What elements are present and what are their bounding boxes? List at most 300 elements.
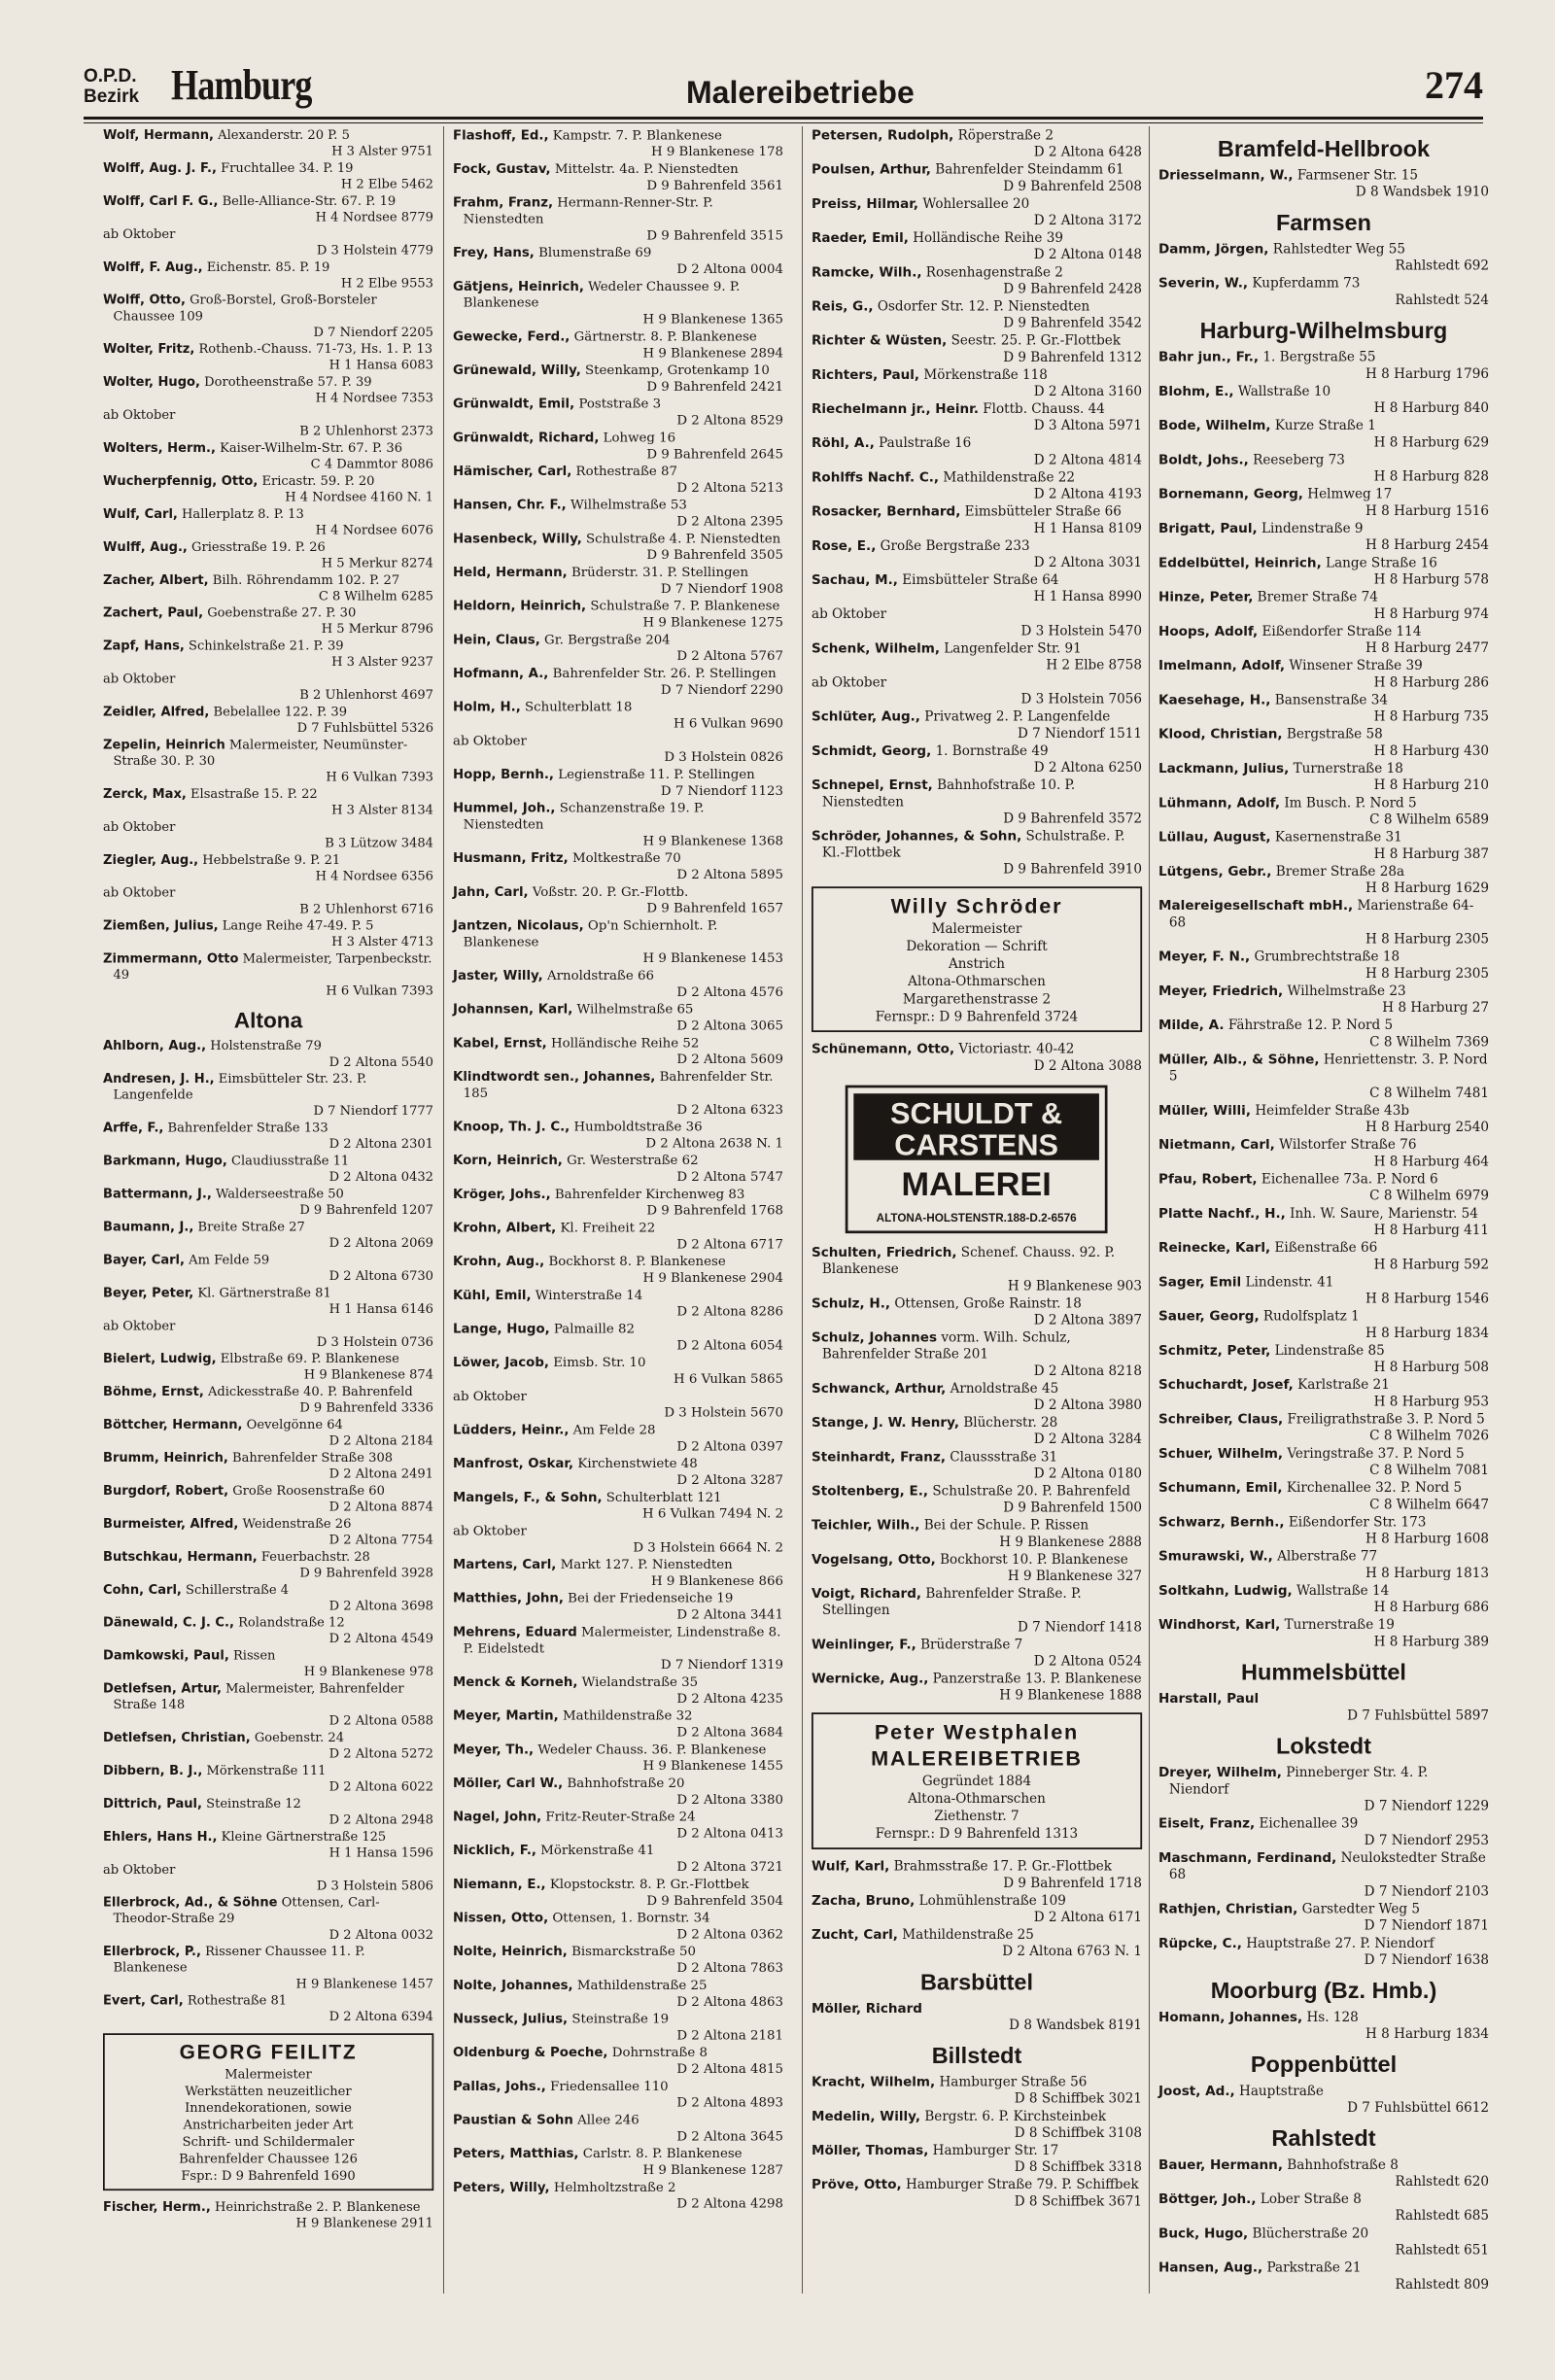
entry-name: Eddelbüttel, Heinrich, bbox=[1158, 554, 1322, 570]
list-item bbox=[453, 2179, 783, 2212]
list-item bbox=[453, 800, 783, 849]
entry-phone: H 8 Harburg 629 bbox=[1373, 433, 1489, 450]
list-item bbox=[103, 1038, 433, 1070]
entry-name: Wolff, Otto, bbox=[103, 292, 186, 308]
list-item bbox=[103, 259, 433, 292]
entry-name: Lüdders, Heinr., bbox=[453, 1422, 570, 1438]
list-item bbox=[453, 1321, 783, 1354]
entry-phone: C 8 Wilhelm 7081 bbox=[1369, 1462, 1489, 1478]
entry-name: Beyer, Peter, bbox=[103, 1285, 194, 1300]
entry-phone: B 2 Uhlenhorst 4697 bbox=[299, 686, 433, 703]
entry-phone: D 2 Altona 2948 bbox=[328, 1811, 433, 1827]
entry-address: Bilh. Röhrendamm 102. P. 27 bbox=[212, 571, 400, 588]
entry-phone: H 1 Hansa 1596 bbox=[328, 1845, 433, 1860]
entry-name: Mehrens, Eduard bbox=[453, 1623, 577, 1639]
entry-address: Osdorfer Str. 12. P. Nienstedten bbox=[877, 297, 1090, 315]
entry-phone: D 2 Altona 2395 bbox=[676, 513, 783, 530]
list-item bbox=[812, 366, 1142, 399]
entry-phone: D 3 Holstein 4779 bbox=[316, 242, 433, 258]
entry-address: Karlstraße 21 bbox=[1297, 1376, 1390, 1393]
entry-address: Turnerstraße 18 bbox=[1293, 760, 1403, 776]
entry-phone: D 2 Altona 0362 bbox=[676, 1925, 783, 1942]
entry-address: Malermeister, Lindenstraße 8. P. Eidelstedt bbox=[463, 1623, 781, 1656]
entry-name: Nusseck, Julius, bbox=[453, 2011, 569, 2027]
list-item bbox=[812, 1483, 1142, 1516]
list-item bbox=[1158, 1901, 1489, 1934]
entry-name: Held, Hermann, bbox=[453, 564, 568, 580]
city-title: Hamburg bbox=[171, 61, 312, 109]
list-item bbox=[453, 1523, 783, 1556]
list-item bbox=[103, 1862, 433, 1894]
list-item bbox=[103, 539, 433, 571]
entry-address: Blücherstraße 20 bbox=[1252, 2225, 1369, 2241]
entry-phone: D 7 Niendorf 1319 bbox=[660, 1656, 783, 1673]
list-item bbox=[812, 1380, 1142, 1413]
list-item bbox=[103, 1944, 433, 1992]
entry-phone: D 2 Altona 3684 bbox=[676, 1724, 783, 1741]
entry-address: Bockhorst 8. P. Blankenese bbox=[548, 1253, 726, 1269]
list-item bbox=[1158, 1765, 1489, 1815]
advertisement-westphalen bbox=[812, 1712, 1142, 1849]
list-item bbox=[812, 1449, 1142, 1482]
entry-address: Gr. Westerstraße 62 bbox=[567, 1152, 699, 1168]
entry-address: Lange Straße 16 bbox=[1326, 554, 1437, 570]
entry-name: Manfrost, Oskar, bbox=[453, 1455, 574, 1471]
entry-name: Meyer, Th., bbox=[453, 1741, 535, 1757]
entry-phone: H 8 Harburg 1834 bbox=[1365, 2025, 1489, 2042]
list-item bbox=[1158, 520, 1489, 553]
entry-phone: D 2 Altona 0413 bbox=[676, 1825, 783, 1842]
entry-phone: H 8 Harburg 828 bbox=[1373, 467, 1489, 485]
entry-address: Steenkamp, Grotenkamp 10 bbox=[585, 362, 770, 378]
entry-address: Goebenstraße 27. P. 30 bbox=[207, 604, 357, 621]
entry-name: Baumann, J., bbox=[103, 1219, 194, 1234]
entry-phone: D 8 Schiffbek 3671 bbox=[1014, 2192, 1142, 2209]
entry-name: Schuchardt, Josef, bbox=[1158, 1376, 1294, 1393]
entry-address: Schulstraße 20. P. Bahrenfeld bbox=[932, 1482, 1131, 1500]
entry-address: Lohweg 16 bbox=[603, 429, 676, 445]
entry-phone: D 2 Altona 5609 bbox=[676, 1051, 783, 1067]
entry-name: Windhorst, Karl, bbox=[1158, 1616, 1281, 1633]
list-item bbox=[103, 506, 433, 538]
entry-address: Heimfelder Straße 43b bbox=[1255, 1102, 1410, 1119]
list-item bbox=[453, 1910, 783, 1943]
entry-phone: C 8 Wilhelm 7481 bbox=[1369, 1085, 1489, 1101]
entry-phone: H 1 Hansa 8990 bbox=[1033, 588, 1142, 604]
entry-phone: D 2 Altona 6717 bbox=[676, 1235, 783, 1252]
entry-name: Nolte, Johannes, bbox=[453, 1977, 573, 1993]
entry-address: Mörkenstraße 41 bbox=[540, 1842, 655, 1858]
entry-phone: H 2 Elbe 8758 bbox=[1046, 656, 1142, 673]
entry-phone: D 9 Bahrenfeld 2428 bbox=[1003, 280, 1142, 297]
entry-address: Privatweg 2. P. Langenfelde bbox=[924, 708, 1111, 725]
entry-phone: D 7 Niendorf 2953 bbox=[1364, 1832, 1489, 1848]
entry-name: Medelin, Willy, bbox=[812, 2108, 921, 2124]
list-item bbox=[812, 1637, 1142, 1670]
list-item bbox=[453, 883, 783, 916]
entry-phone: H 8 Harburg 387 bbox=[1373, 845, 1489, 862]
entry-name: Möller, Richard bbox=[812, 2000, 922, 2017]
entry-phone: D 2 Altona 5540 bbox=[328, 1053, 433, 1070]
entry-name: Martens, Carl, bbox=[453, 1556, 557, 1572]
list-item bbox=[1158, 897, 1489, 948]
entry-phone: D 2 Altona 2181 bbox=[676, 2026, 783, 2043]
entry-phone: D 2 Altona 6730 bbox=[328, 1267, 433, 1284]
entry-name: Brumm, Heinrich, bbox=[103, 1449, 228, 1466]
list-item bbox=[812, 1892, 1142, 1925]
entry-address: Bei der Friedenseiche 19 bbox=[568, 1590, 734, 1606]
entry-name: Rose, E., bbox=[812, 537, 877, 554]
entry-phone: H 9 Blankenese 1457 bbox=[295, 1976, 433, 1991]
entry-name: Weinlinger, F., bbox=[812, 1636, 916, 1652]
list-item bbox=[453, 632, 783, 665]
entry-name: Zucht, Carl, bbox=[812, 1926, 898, 1943]
list-item bbox=[453, 1287, 783, 1320]
list-item bbox=[453, 1186, 783, 1219]
list-item bbox=[812, 1517, 1142, 1550]
ad-line: Anstricharbeiten jeder Art bbox=[183, 2117, 354, 2133]
list-item bbox=[1158, 1171, 1489, 1204]
entry-name: Hein, Claus, bbox=[453, 631, 540, 647]
entry-phone: D 9 Bahrenfeld 1312 bbox=[1003, 349, 1142, 365]
entry-name: Hasenbeck, Willy, bbox=[453, 530, 582, 546]
entry-phone: D 9 Bahrenfeld 3928 bbox=[299, 1565, 433, 1580]
entry-phone: D 8 Schiffbek 3318 bbox=[1014, 2158, 1142, 2175]
entry-name: Lange, Hugo, bbox=[453, 1321, 550, 1337]
entry-phone: H 9 Blankenese 1287 bbox=[642, 2161, 783, 2178]
list-item bbox=[103, 1582, 433, 1614]
entry-name: Wolters, Herm., bbox=[103, 439, 216, 456]
entry-address: Lober Straße 8 bbox=[1260, 2190, 1362, 2207]
entry-address: Bebelallee 122. P. 39 bbox=[213, 704, 348, 719]
entry-address: Kurze Straße 1 bbox=[1274, 417, 1376, 433]
list-item bbox=[453, 396, 783, 429]
list-item bbox=[453, 1590, 783, 1623]
entry-phone: H 9 Blankenese 2911 bbox=[295, 2215, 433, 2230]
entry-name: Voigt, Richard, bbox=[812, 1585, 922, 1602]
entry-name: Ehlers, Hans H., bbox=[103, 1828, 218, 1845]
entry-name: Frey, Hans, bbox=[453, 244, 535, 260]
entry-phone: H 6 Vulkan 5865 bbox=[674, 1370, 783, 1387]
entry-phone: D 2 Altona 4893 bbox=[676, 2094, 783, 2111]
list-item bbox=[1158, 417, 1489, 450]
entry-address: Mathildenstraße 25 bbox=[902, 1926, 1034, 1943]
entry-address: Gärtnerstr. 8. P. Blankenese bbox=[573, 328, 757, 344]
entry-name: Matthies, John, bbox=[453, 1590, 564, 1606]
entry-address: Claussstraße 31 bbox=[950, 1448, 1058, 1465]
entry-address: Elsastraße 15. P. 22 bbox=[190, 785, 318, 802]
entry-phone: D 8 Wandsbek 1910 bbox=[1355, 183, 1489, 200]
entry-phone: H 5 Merkur 8274 bbox=[321, 555, 433, 570]
list-item bbox=[103, 1516, 433, 1548]
list-item bbox=[1158, 452, 1489, 485]
entry-phone: D 9 Bahrenfeld 2421 bbox=[646, 378, 783, 395]
entry-name: Lühmann, Adolf, bbox=[1158, 794, 1280, 811]
entry-address: Bahrenfelder Straße 308 bbox=[231, 1449, 394, 1466]
section-heading: Farmsen bbox=[1275, 209, 1372, 236]
entry-address: Mathildenstraße 22 bbox=[943, 468, 1076, 486]
list-item bbox=[103, 1829, 433, 1861]
entry-address: Eimsbütteler Str. 23. P. Langenfelde bbox=[113, 1070, 367, 1103]
list-item bbox=[1158, 657, 1489, 690]
list-item bbox=[1158, 2190, 1489, 2224]
entry-name: Schumann, Emil, bbox=[1158, 1479, 1283, 1496]
entry-address: ab Oktober bbox=[103, 671, 176, 687]
ad-line: Altona-Othmarschen bbox=[908, 1790, 1046, 1807]
entry-name: Schmidt, Georg, bbox=[812, 742, 932, 759]
list-item bbox=[453, 531, 783, 564]
entry-phone: H 6 Vulkan 7393 bbox=[326, 769, 433, 784]
ad-phone: Fernspr.: D 9 Bahrenfeld 1313 bbox=[875, 1825, 1079, 1842]
entry-phone: H 8 Harburg 735 bbox=[1373, 707, 1489, 725]
list-item bbox=[1158, 726, 1489, 759]
entry-address: Heinrichstraße 2. P. Blankenese bbox=[214, 2198, 421, 2215]
entry-name: Grünwaldt, Richard, bbox=[453, 429, 600, 445]
entry-phone: H 8 Harburg 2540 bbox=[1365, 1119, 1489, 1135]
entry-name: Burgdorf, Robert, bbox=[103, 1482, 229, 1499]
entry-name: Husmann, Fritz, bbox=[453, 849, 569, 866]
entry-phone: D 2 Altona 3721 bbox=[676, 1858, 783, 1875]
entry-address: Bansenstraße 34 bbox=[1274, 691, 1389, 708]
entry-address: ab Oktober bbox=[812, 673, 887, 691]
entry-address: Brahmsstraße 17. P. Gr.-Flottbek bbox=[893, 1857, 1112, 1875]
list-item bbox=[812, 1671, 1142, 1704]
entry-phone: D 2 Altona 3645 bbox=[676, 2127, 783, 2144]
entry-phone: D 9 Bahrenfeld 1657 bbox=[646, 900, 783, 916]
entry-name: Barkmann, Hugo, bbox=[103, 1153, 227, 1169]
category-title: Malereibetriebe bbox=[686, 75, 915, 110]
list-item bbox=[812, 1041, 1142, 1074]
entry-address: Schillerstraße 4 bbox=[186, 1581, 290, 1598]
entry-address: Dorotheenstraße 57. P. 39 bbox=[204, 373, 372, 390]
list-item bbox=[812, 469, 1142, 502]
entry-name: Andresen, J. H., bbox=[103, 1070, 215, 1087]
list-item bbox=[1158, 1617, 1489, 1650]
list-item bbox=[103, 786, 433, 818]
list-item bbox=[812, 606, 1142, 639]
entry-address: Alexanderstr. 20 P. 5 bbox=[218, 126, 350, 143]
entry-name: Rathjen, Christian, bbox=[1158, 1900, 1298, 1917]
entry-address: Mittelstr. 4a. P. Nienstedten bbox=[554, 160, 739, 177]
entry-address: Eichenallee 73a. P. Nord 6 bbox=[1261, 1170, 1438, 1188]
entry-address: Parkstraße 21 bbox=[1266, 2259, 1362, 2276]
entry-address: Ericastr. 59. P. 20 bbox=[261, 472, 375, 489]
list-item bbox=[453, 464, 783, 497]
list-item bbox=[453, 1876, 783, 1909]
entry-phone: H 4 Nordsee 7353 bbox=[315, 390, 433, 406]
list-item bbox=[453, 1674, 783, 1707]
entry-address: Kirchenstwiete 48 bbox=[577, 1455, 698, 1471]
list-item bbox=[103, 193, 433, 225]
ad-title: GEORG FEILITZ bbox=[179, 2041, 358, 2064]
entry-name: Müller, Willi, bbox=[1158, 1102, 1251, 1119]
list-item bbox=[103, 160, 433, 192]
entry-address: Röperstraße 2 bbox=[957, 126, 1054, 144]
entry-phone: D 7 Niendorf 1511 bbox=[1017, 725, 1142, 742]
entry-address: Panzerstraße 13. P. Blankenese bbox=[932, 1670, 1142, 1687]
entry-name: Wulf, Carl, bbox=[103, 505, 178, 522]
list-item bbox=[453, 1707, 783, 1741]
list-item bbox=[453, 2011, 783, 2044]
entry-phone: H 8 Harburg 2454 bbox=[1365, 536, 1489, 553]
entry-address: Hauptstraße 27. P. Niendorf bbox=[1246, 1935, 1434, 1951]
list-item bbox=[812, 264, 1142, 297]
ad-line: Altona-Othmarschen bbox=[908, 973, 1046, 989]
list-item bbox=[103, 950, 433, 999]
entry-phone: H 3 Alster 8134 bbox=[331, 802, 433, 817]
entry-address: Wilhelmstraße 53 bbox=[570, 497, 687, 513]
list-item bbox=[453, 2078, 783, 2111]
list-item bbox=[1158, 241, 1489, 274]
logo-text: ALTONA-HOLSTENSTR.188-D.2-6576 bbox=[876, 1211, 1077, 1224]
entry-phone: D 2 Altona 5895 bbox=[676, 866, 783, 882]
list-item bbox=[1158, 1274, 1489, 1307]
list-item bbox=[103, 1417, 433, 1449]
entry-phone: D 2 Altona 8218 bbox=[1033, 1362, 1142, 1379]
entry-address: Kleine Gärtnerstraße 125 bbox=[221, 1828, 387, 1845]
entry-phone: D 9 Bahrenfeld 3336 bbox=[299, 1399, 433, 1416]
entry-phone: H 8 Harburg 686 bbox=[1373, 1599, 1489, 1615]
list-item bbox=[453, 767, 783, 800]
list-item bbox=[103, 127, 433, 159]
entry-phone: D 2 Altona 0004 bbox=[676, 260, 783, 277]
entry-name: Wolter, Fritz, bbox=[103, 341, 195, 357]
entry-phone: C 8 Wilhelm 6979 bbox=[1369, 1188, 1489, 1204]
entry-address: ab Oktober bbox=[453, 732, 527, 748]
column-4 bbox=[1158, 126, 1489, 2294]
list-item bbox=[1158, 1137, 1489, 1170]
entry-address: Helmweg 17 bbox=[1307, 486, 1393, 502]
entry-name: Böttger, Joh., bbox=[1158, 2190, 1257, 2207]
entry-name: Maschmann, Ferdinand, bbox=[1158, 1849, 1337, 1866]
entry-phone: C 8 Wilhelm 6647 bbox=[1369, 1496, 1489, 1512]
entry-phone: D 2 Altona 3160 bbox=[1033, 383, 1142, 399]
entry-phone: H 8 Harburg 1608 bbox=[1365, 1530, 1489, 1547]
entry-phone: D 9 Bahrenfeld 2508 bbox=[1003, 178, 1142, 194]
entry-address: Wohlersallee 20 bbox=[922, 195, 1030, 212]
list-item bbox=[453, 1557, 783, 1590]
entry-address: ab Oktober bbox=[103, 406, 176, 423]
entry-name: Hansen, Chr. F., bbox=[453, 497, 567, 513]
entry-phone: D 2 Altona 3380 bbox=[676, 1791, 783, 1808]
entry-address: Wilhelmstraße 23 bbox=[1287, 983, 1406, 999]
entry-address: Hamburger Straße 56 bbox=[939, 2073, 1088, 2090]
entry-phone: H 9 Blankenese 1453 bbox=[642, 949, 783, 966]
entry-phone: H 2 Elbe 9553 bbox=[340, 275, 433, 291]
entry-phone: D 2 Altona 3287 bbox=[676, 1471, 783, 1488]
entry-address: Wilhelmstraße 65 bbox=[576, 1001, 694, 1018]
entry-address: Elbstraße 69. P. Blankenese bbox=[220, 1351, 399, 1366]
entry-phone: D 9 Bahrenfeld 1207 bbox=[299, 1201, 433, 1218]
entry-name: Milde, A. bbox=[1158, 1017, 1225, 1033]
ad-line: Dekoration — Schrift bbox=[906, 938, 1048, 954]
opd-label: O.P.D. bbox=[84, 66, 137, 86]
list-item bbox=[812, 435, 1142, 468]
list-item bbox=[453, 1624, 783, 1673]
list-item bbox=[1158, 829, 1489, 862]
entry-address: Eißendorfer Straße 114 bbox=[1261, 623, 1422, 639]
entry-name: Johannsen, Karl, bbox=[453, 1001, 573, 1018]
entry-address: Malermeister, Tarpenbeckstr. 49 bbox=[113, 950, 432, 983]
schuldt-carstens-logo bbox=[846, 1085, 1109, 1233]
list-item bbox=[812, 1926, 1142, 1959]
entry-address: Wedeler Chaussee 9. P. Blankenese bbox=[463, 278, 741, 311]
entry-phone: D 2 Altona 3065 bbox=[676, 1018, 783, 1034]
entry-address: Seestr. 25. P. Gr.-Flottbek bbox=[950, 332, 1121, 349]
entry-phone: B 3 Lützow 3484 bbox=[325, 835, 433, 850]
entry-name: Peters, Willy, bbox=[453, 2179, 550, 2195]
list-item bbox=[1158, 692, 1489, 725]
entry-name: Jahn, Carl, bbox=[453, 883, 529, 900]
ad-line: Schrift- und Schildermaler bbox=[182, 2133, 355, 2150]
entry-name: Severin, W., bbox=[1158, 274, 1249, 292]
entry-address: Grumbrechtstraße 18 bbox=[1254, 948, 1400, 965]
entry-name: Detlefsen, Artur, bbox=[103, 1680, 222, 1697]
entry-address: Kampstr. 7. P. Blankenese bbox=[552, 126, 722, 143]
entry-name: Bornemann, Georg, bbox=[1158, 486, 1303, 502]
entry-phone: H 9 Blankenese 866 bbox=[650, 1572, 783, 1589]
entry-address: Bahrenfelder Str. 185 bbox=[463, 1068, 774, 1101]
entry-address: Eimsb. Str. 10 bbox=[553, 1354, 646, 1370]
entry-name: Ziegler, Aug., bbox=[103, 851, 199, 868]
entry-name: Möller, Carl W., bbox=[453, 1775, 564, 1791]
list-item bbox=[453, 1001, 783, 1034]
entry-name: Riechelmann jr., Heinr. bbox=[812, 400, 979, 417]
list-item bbox=[812, 571, 1142, 604]
entry-name: Zachert, Paul, bbox=[103, 604, 204, 621]
entry-phone: C 8 Wilhelm 7369 bbox=[1369, 1033, 1489, 1050]
ad-line: Malermeister bbox=[225, 2066, 312, 2082]
list-item bbox=[103, 1071, 433, 1120]
list-item bbox=[103, 917, 433, 949]
entry-name: Wolff, Carl F. G., bbox=[103, 192, 219, 209]
list-item bbox=[1158, 486, 1489, 519]
entry-name: Richters, Paul, bbox=[812, 366, 920, 383]
list-item bbox=[453, 1944, 783, 1977]
list-item bbox=[812, 195, 1142, 228]
entry-address: Fritz-Reuter-Straße 24 bbox=[545, 1809, 696, 1825]
list-item bbox=[812, 1244, 1142, 1293]
entry-address: Wedeler Chauss. 36. P. Blankenese bbox=[537, 1741, 767, 1757]
entry-name: Wolff, F. Aug., bbox=[103, 259, 203, 275]
entry-address: Arnoldstraße 45 bbox=[950, 1380, 1059, 1397]
list-item bbox=[812, 332, 1142, 365]
list-item bbox=[1158, 1411, 1489, 1444]
entry-phone: H 3 Alster 4713 bbox=[331, 934, 433, 949]
list-item bbox=[453, 1843, 783, 1876]
section-heading: Rahlstedt bbox=[1271, 2124, 1376, 2152]
entry-address: Gr. Bergstraße 204 bbox=[544, 631, 671, 647]
list-item bbox=[812, 2177, 1142, 2210]
entry-name: Wucherpfennig, Otto, bbox=[103, 472, 259, 489]
advertisement-schroeder bbox=[812, 886, 1142, 1032]
list-item bbox=[103, 1186, 433, 1218]
entry-address: Bockhorst 10. P. Blankenese bbox=[940, 1551, 1128, 1568]
entry-name: Oldenburg & Poeche, bbox=[453, 2044, 608, 2060]
entry-name: Krohn, Aug., bbox=[453, 1253, 545, 1269]
entry-name: Reis, G., bbox=[812, 297, 874, 315]
entry-phone: C 8 Wilhelm 6589 bbox=[1369, 811, 1489, 828]
entry-name: Arffe, F., bbox=[103, 1120, 164, 1136]
entry-address: Bremer Straße 28a bbox=[1275, 863, 1405, 880]
entry-phone: D 2 Altona 5747 bbox=[676, 1168, 783, 1185]
entry-name: Schulz, H., bbox=[812, 1294, 891, 1311]
entry-phone: D 2 Altona 2491 bbox=[328, 1466, 433, 1482]
entry-address: Markt 127. P. Nienstedten bbox=[560, 1556, 733, 1572]
entry-address: Kupferdamm 73 bbox=[1252, 274, 1361, 292]
list-item bbox=[812, 298, 1142, 331]
entry-address: Bahrenfelder Steindamm 61 bbox=[935, 161, 1124, 178]
